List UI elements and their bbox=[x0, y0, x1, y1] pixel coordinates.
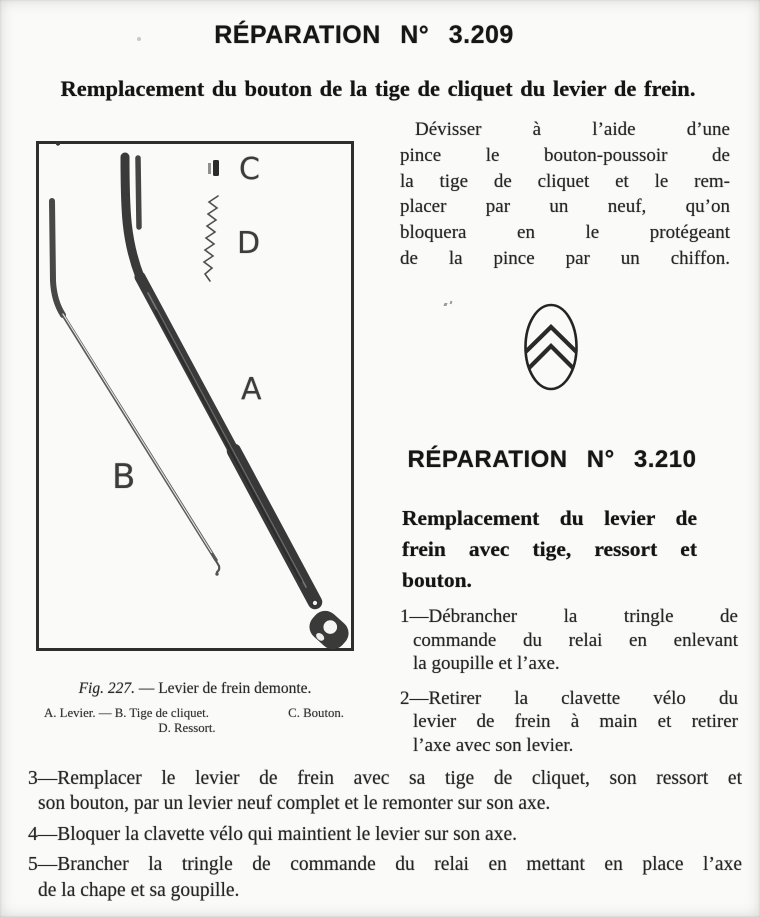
lever-rivet-hole bbox=[312, 600, 318, 606]
figure-parts-legend bbox=[44, 706, 344, 721]
button-c-knob bbox=[213, 160, 219, 176]
section-title-3210: RÉPARATION N° 3.210 bbox=[407, 446, 697, 473]
step-3 bbox=[28, 766, 742, 817]
figure-caption-title: — Levier de frein demonte. bbox=[134, 680, 312, 697]
step-line: 2—Retirer la clavette vélo du bbox=[400, 687, 738, 709]
paragraph-line: Dévisser à l’aide d’une bbox=[415, 119, 730, 140]
heading-line: frein avec tige, ressort et bbox=[402, 536, 697, 561]
legend-c: C. Bouton. bbox=[288, 706, 344, 720]
numbered-steps-1-2 bbox=[400, 605, 738, 769]
figure-label-d: D bbox=[237, 226, 261, 261]
scan-artifact bbox=[444, 301, 454, 307]
paragraph-line: pince le bouton-poussoir de bbox=[400, 144, 730, 166]
paragraph-line: la tige de cliquet et le rem- bbox=[400, 170, 730, 192]
figure-caption bbox=[36, 680, 354, 698]
figure-label-c: C bbox=[239, 152, 260, 187]
button-c-flange bbox=[208, 163, 211, 174]
legend-a-b: A. Levier. — B. Tige de cliquet. bbox=[44, 706, 209, 720]
step-1 bbox=[400, 605, 738, 676]
step-line: 1—Débrancher la tringle de bbox=[400, 606, 738, 627]
brake-lever-figure bbox=[36, 141, 354, 651]
paragraph-line: de la pince par un chiffon. bbox=[400, 247, 730, 269]
section-heading-3210 bbox=[402, 503, 697, 595]
heading-line: bouton. bbox=[402, 567, 472, 592]
lever-a-right-strip bbox=[138, 158, 139, 227]
rod-b-highlight bbox=[63, 314, 215, 558]
lever-a-shaft-lower bbox=[234, 451, 315, 602]
step-line: 3—Remplacer le levier de frein avec sa tige de cliquet, son ressort et bbox=[28, 768, 742, 789]
step-line: commande du relai en enlevant bbox=[413, 629, 738, 651]
rod-b-tip-nub bbox=[215, 572, 218, 575]
step-line: de la chape et sa goupille. bbox=[38, 879, 240, 901]
lever-a-shadow-line bbox=[156, 311, 301, 581]
step-4 bbox=[28, 822, 742, 847]
heading-line: Remplacement du levier de bbox=[402, 506, 697, 530]
step-line: 5—Brancher la tringle de commande du relai en mettant en place l’axe bbox=[28, 854, 742, 876]
lever-end-tab bbox=[304, 605, 354, 651]
step-line: 4—Bloquer la clavette vélo qui maintient le levier sur son axe. bbox=[28, 823, 517, 845]
paragraph-line: placer par un neuf, qu’on bbox=[400, 196, 730, 218]
figure-label-a: A bbox=[241, 372, 262, 407]
step-line: son bouton, par un levier neuf complet et le remonter sur son axe. bbox=[38, 793, 551, 815]
figure-parts-legend-line2: D. Ressort. bbox=[158, 721, 216, 735]
step-line: l’axe avec son levier. bbox=[413, 734, 574, 756]
procedure-paragraph-3209 bbox=[400, 117, 730, 272]
step-line: la goupille et l’axe. bbox=[413, 653, 560, 675]
double-chevron-icon bbox=[519, 299, 583, 395]
spring-d bbox=[204, 196, 218, 281]
figure-label-b: B bbox=[112, 457, 136, 497]
figure-227-drawing bbox=[36, 141, 354, 651]
citroen-double-chevron-logo bbox=[519, 299, 583, 400]
step-line: levier de frein à main et retirer bbox=[413, 711, 738, 733]
paragraph-line: bloquera en le protégeant bbox=[400, 222, 730, 244]
section-title-3209: RÉPARATION N° 3.209 bbox=[214, 21, 514, 49]
rod-b-upper bbox=[52, 201, 63, 315]
step-5 bbox=[28, 852, 742, 903]
numbered-steps-3-5 bbox=[28, 766, 742, 908]
figure-number: Fig. 227. bbox=[78, 680, 135, 697]
scan-speck bbox=[56, 141, 60, 145]
section-subtitle-3209: Remplacement du bouton de la tige de cliquet du levier de frein. bbox=[60, 76, 696, 101]
step-2 bbox=[400, 687, 738, 758]
